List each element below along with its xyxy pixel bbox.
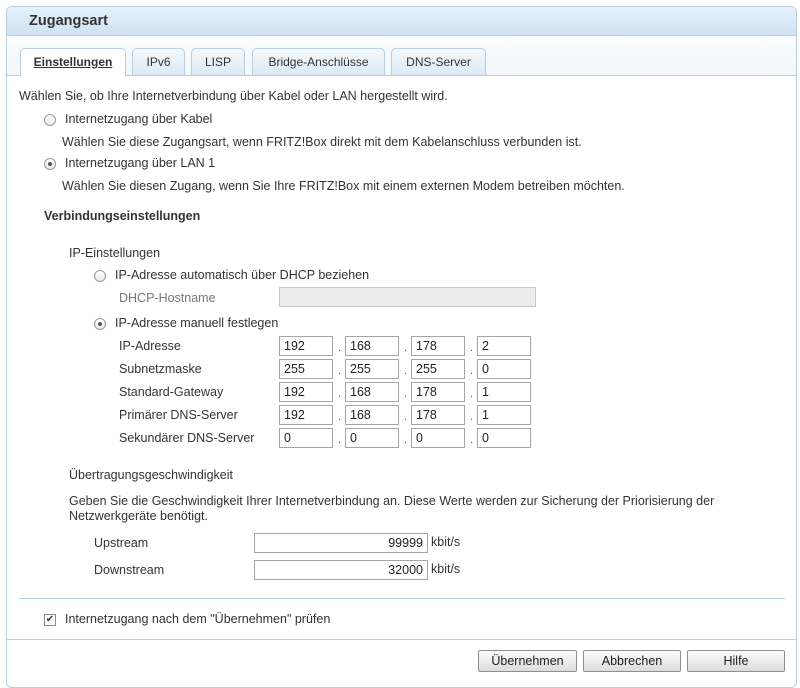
manual-ip-label[interactable]: IP-Adresse manuell festlegen xyxy=(115,316,279,330)
subnet-mask-octet-4[interactable] xyxy=(477,359,531,379)
subnet-mask-label: Subnetzmaske xyxy=(119,362,202,376)
primary-dns-separator: . xyxy=(404,411,408,423)
gateway-label: Standard-Gateway xyxy=(119,385,224,399)
secondary-dns-label: Sekundärer DNS-Server xyxy=(119,431,255,445)
ip-address-octet-4[interactable] xyxy=(477,336,531,356)
check-connection-label[interactable]: Internetzugang nach dem "Übernehmen" prüfen xyxy=(65,612,331,626)
subnet-mask-octet-2[interactable] xyxy=(345,359,399,379)
page-title: Zugangsart xyxy=(29,13,108,29)
help-button[interactable]: Hilfe xyxy=(687,650,785,672)
gateway-octet-1[interactable] xyxy=(279,382,333,402)
manual-ip-radio[interactable] xyxy=(94,318,106,330)
secondary-dns-octet-4[interactable] xyxy=(477,428,531,448)
secondary-dns-octet-2[interactable] xyxy=(345,428,399,448)
downstream-label: Downstream xyxy=(94,563,165,577)
upstream-label: Upstream xyxy=(94,536,149,550)
tab-lisp[interactable]: LISP xyxy=(191,48,245,75)
tab-dns-server[interactable]: DNS-Server xyxy=(391,48,486,75)
tab-strip xyxy=(7,36,796,76)
title-bar xyxy=(7,7,796,36)
primary-dns-separator: . xyxy=(338,411,342,423)
cancel-button[interactable]: Abbrechen xyxy=(583,650,681,672)
gateway-separator: . xyxy=(470,388,474,400)
access-type-panel xyxy=(6,6,797,688)
lan-radio[interactable] xyxy=(44,158,56,170)
secondary-dns-separator: . xyxy=(470,434,474,446)
primary-dns-octet-1[interactable] xyxy=(279,405,333,425)
subnet-mask-separator: . xyxy=(404,365,408,377)
dhcp-hostname-label: DHCP-Hostname xyxy=(119,291,216,305)
primary-dns-label: Primärer DNS-Server xyxy=(119,408,238,422)
ip-settings-heading: IP-Einstellungen xyxy=(69,246,161,260)
dhcp-hostname-input[interactable] xyxy=(279,287,536,307)
lan-label[interactable]: Internetzugang über LAN 1 xyxy=(65,156,216,170)
lan-description: Wählen Sie diesen Zugang, wenn Sie Ihre FRITZ!Box mit einem externen Modem betreiben möchten. xyxy=(62,179,625,193)
ip-address-octet-2[interactable] xyxy=(345,336,399,356)
speed-description: Geben Sie die Geschwindigkeit Ihrer Internetverbindung an. Diese Werte werden zur Sicherung der Priorisierung der Netzwerkgeräte benötigt. xyxy=(69,494,715,523)
secondary-dns-separator: . xyxy=(404,434,408,446)
primary-dns-octet-2[interactable] xyxy=(345,405,399,425)
cable-label[interactable]: Internetzugang über Kabel xyxy=(65,112,213,126)
dhcp-label[interactable]: IP-Adresse automatisch über DHCP beziehen xyxy=(115,268,370,282)
secondary-dns-separator: . xyxy=(338,434,342,446)
tab-ipv6[interactable]: IPv6 xyxy=(132,48,185,75)
gateway-separator: . xyxy=(404,388,408,400)
footer-divider xyxy=(7,639,796,640)
downstream-input[interactable] xyxy=(254,560,428,580)
gateway-separator: . xyxy=(338,388,342,400)
tab-einstellungen[interactable]: Einstellungen xyxy=(20,48,126,77)
ip-address-separator: . xyxy=(470,342,474,354)
intro-text: Wählen Sie, ob Ihre Internetverbindung über Kabel oder LAN hergestellt wird. xyxy=(19,89,448,103)
cable-description: Wählen Sie diese Zugangsart, wenn FRITZ!Box direkt mit dem Kabelanschluss verbunden ist. xyxy=(62,135,582,149)
primary-dns-separator: . xyxy=(470,411,474,423)
primary-dns-octet-3[interactable] xyxy=(411,405,465,425)
dhcp-radio[interactable] xyxy=(94,270,106,282)
gateway-octet-3[interactable] xyxy=(411,382,465,402)
upstream-input[interactable] xyxy=(254,533,428,553)
ip-address-separator: . xyxy=(404,342,408,354)
ip-address-separator: . xyxy=(338,342,342,354)
gateway-octet-4[interactable] xyxy=(477,382,531,402)
ip-address-octet-3[interactable] xyxy=(411,336,465,356)
speed-heading: Übertragungsgeschwindigkeit xyxy=(69,468,233,482)
subnet-mask-octet-1[interactable] xyxy=(279,359,333,379)
subnet-mask-separator: . xyxy=(470,365,474,377)
downstream-unit: kbit/s xyxy=(431,562,461,576)
divider xyxy=(19,598,785,599)
secondary-dns-octet-3[interactable] xyxy=(411,428,465,448)
subnet-mask-separator: . xyxy=(338,365,342,377)
apply-button[interactable]: Übernehmen xyxy=(478,650,577,672)
primary-dns-octet-4[interactable] xyxy=(477,405,531,425)
connection-heading: Verbindungseinstellungen xyxy=(44,209,201,223)
check-connection-checkbox[interactable]: ✔ xyxy=(45,614,55,625)
secondary-dns-octet-1[interactable] xyxy=(279,428,333,448)
tab-bridge-anschluesse[interactable]: Bridge-Anschlüsse xyxy=(252,48,385,75)
subnet-mask-octet-3[interactable] xyxy=(411,359,465,379)
cable-radio[interactable] xyxy=(44,114,56,126)
upstream-unit: kbit/s xyxy=(431,535,461,549)
gateway-octet-2[interactable] xyxy=(345,382,399,402)
ip-address-label: IP-Adresse xyxy=(119,339,181,353)
ip-address-octet-1[interactable] xyxy=(279,336,333,356)
